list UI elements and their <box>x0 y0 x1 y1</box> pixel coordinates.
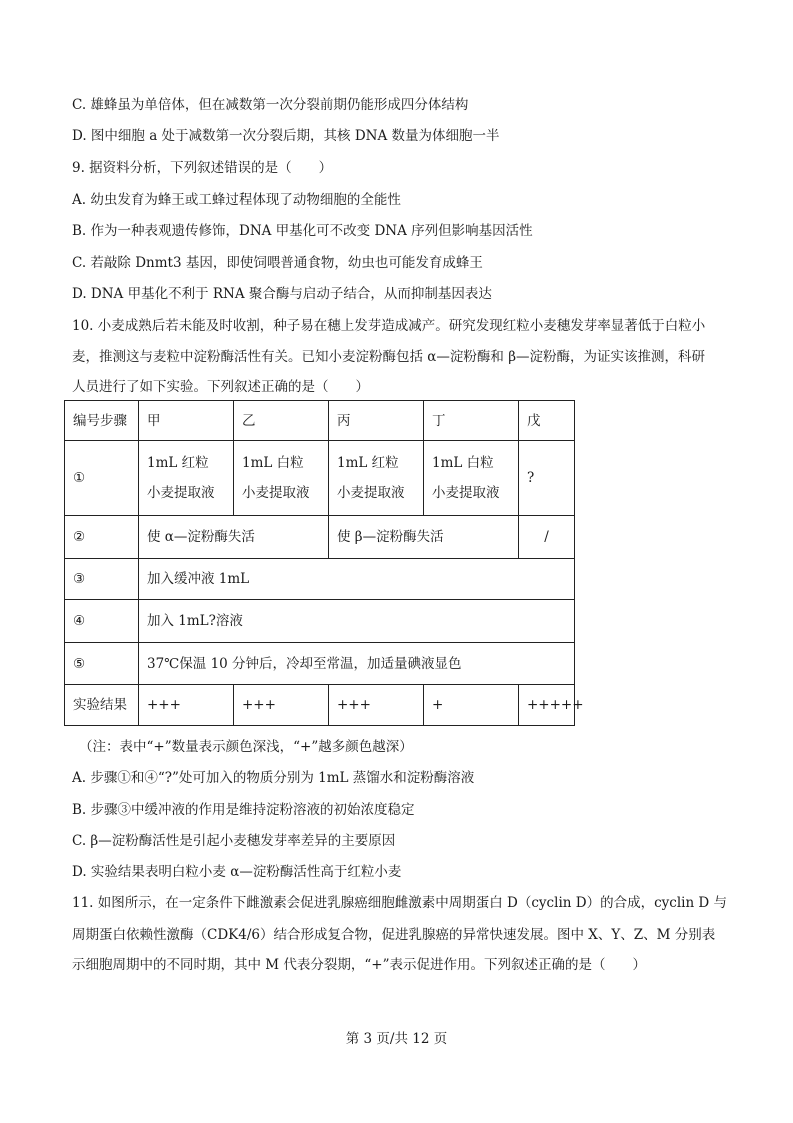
header-cell: 乙 <box>234 401 329 441</box>
question-10-option-b: B. 步骤③中缓冲液的作用是维持淀粉溶液的初始浓度稳定 <box>72 802 415 818</box>
result-cell: +++ <box>329 685 424 726</box>
header-cell: 丙 <box>329 401 424 441</box>
table-header-row <box>65 401 575 441</box>
step-label: ④ <box>65 600 139 643</box>
cell-line: 小麦提取液 <box>242 485 310 501</box>
header-cell: 丁 <box>424 401 519 441</box>
table-row-step-4 <box>65 600 575 643</box>
cell-line: 小麦提取液 <box>147 485 215 501</box>
result-cell: + <box>424 685 519 726</box>
question-9-option-b: B. 作为一种表观遗传修饰，DNA 甲基化可不改变 DNA 序列但影响基因活性 <box>72 223 533 239</box>
option-c-previous: C. 雄蜂虽为单倍体，但在减数第一次分裂前期仍能形成四分体结构 <box>72 97 469 113</box>
cell-line: 小麦提取液 <box>337 485 405 501</box>
question-10-option-a: A. 步骤①和④“?”处可加入的物质分别为 1mL 蒸馏水和淀粉酶溶液 <box>72 770 475 786</box>
question-10-option-d: D. 实验结果表明白粒小麦 α—淀粉酶活性高于红粒小麦 <box>72 864 402 880</box>
table-cell <box>139 441 234 516</box>
table-row-result <box>65 685 575 726</box>
table-row-step-1 <box>65 441 575 516</box>
table-note: （注：表中“+”数量表示颜色深浅，“+”越多颜色越深） <box>79 739 413 755</box>
header-cell: 编号步骤 <box>65 401 139 441</box>
step-label: ③ <box>65 559 139 600</box>
step-label: 实验结果 <box>65 685 139 726</box>
question-10-stem-line-3: 人员进行了如下实验。下列叙述正确的是（ ） <box>72 379 369 395</box>
table-cell: 加入缓冲液 1mL <box>139 559 575 600</box>
table-cell <box>424 441 519 516</box>
header-cell: 戊 <box>519 401 575 441</box>
table-cell: 使 β—淀粉酶失活 <box>329 516 519 559</box>
result-cell: +++ <box>234 685 329 726</box>
table-cell: 使 α—淀粉酶失活 <box>139 516 329 559</box>
table-cell <box>234 441 329 516</box>
option-d-previous: D. 图中细胞 a 处于减数第一次分裂后期，其核 DNA 数量为体细胞一半 <box>72 128 500 144</box>
step-label: ② <box>65 516 139 559</box>
question-11-stem-line-1: 11. 如图所示，在一定条件下雌激素会促进乳腺癌细胞雌激素中周期蛋白 D（cyclin D）的合成，cyclin D 与 <box>72 895 728 911</box>
table-cell: / <box>519 516 575 559</box>
question-10-stem-line-1: 10. 小麦成熟后若未能及时收割，种子易在穗上发芽造成减产。研究发现红粒小麦穗发芽率显著低于白粒小 <box>72 318 706 334</box>
question-9-stem: 9. 据资料分析，下列叙述错误的是（ ） <box>72 160 333 176</box>
step-label: ⑤ <box>65 643 139 685</box>
table-cell <box>329 441 424 516</box>
question-11-stem-line-3: 示细胞周期中的不同时期，其中 M 代表分裂期，“+”表示促进作用。下列叙述正确的是（ ） <box>72 957 647 973</box>
question-9-option-d: D. DNA 甲基化不利于 RNA 聚合酶与启动子结合，从而抑制基因表达 <box>72 286 492 302</box>
question-10-stem-line-2: 麦，推测这与麦粒中淀粉酶活性有关。已知小麦淀粉酶包括 α—淀粉酶和 β—淀粉酶，为证实该推测，科研 <box>72 349 706 365</box>
table-row-step-3 <box>65 559 575 600</box>
page-footer: 第 3 页/共 12 页 <box>345 1031 448 1047</box>
table-cell: 37℃保温 10 分钟后，冷却至常温，加适量碘液显色 <box>139 643 575 685</box>
cell-line: 1mL 白粒 <box>242 455 304 471</box>
cell-line: 小麦提取液 <box>432 485 500 501</box>
table-row-step-5 <box>65 643 575 685</box>
table-row-step-2 <box>65 516 575 559</box>
experiment-table <box>64 400 584 726</box>
question-10-option-c: C. β—淀粉酶活性是引起小麦穗发芽率差异的主要原因 <box>72 833 396 849</box>
table-cell: 加入 1mL?溶液 <box>139 600 575 643</box>
question-9-option-a: A. 幼虫发育为蜂王或工蜂过程体现了动物细胞的全能性 <box>72 192 401 208</box>
cell-line: 1mL 白粒 <box>432 455 494 471</box>
result-cell: +++ <box>139 685 234 726</box>
result-cell: +++++ <box>519 685 575 726</box>
question-9-option-c: C. 若敲除 Dnmt3 基因，即使饲喂普通食物，幼虫也可能发育成蜂王 <box>72 255 483 271</box>
table-cell: ? <box>519 441 575 516</box>
cell-line: 1mL 红粒 <box>337 455 399 471</box>
question-11-stem-line-2: 周期蛋白依赖性激酶（CDK4/6）结合形成复合物，促进乳腺癌的异常快速发展。图中 X、Y、Z、M 分别表 <box>72 927 716 943</box>
header-cell: 甲 <box>139 401 234 441</box>
step-label: ① <box>65 441 139 516</box>
cell-line: 1mL 红粒 <box>147 455 209 471</box>
